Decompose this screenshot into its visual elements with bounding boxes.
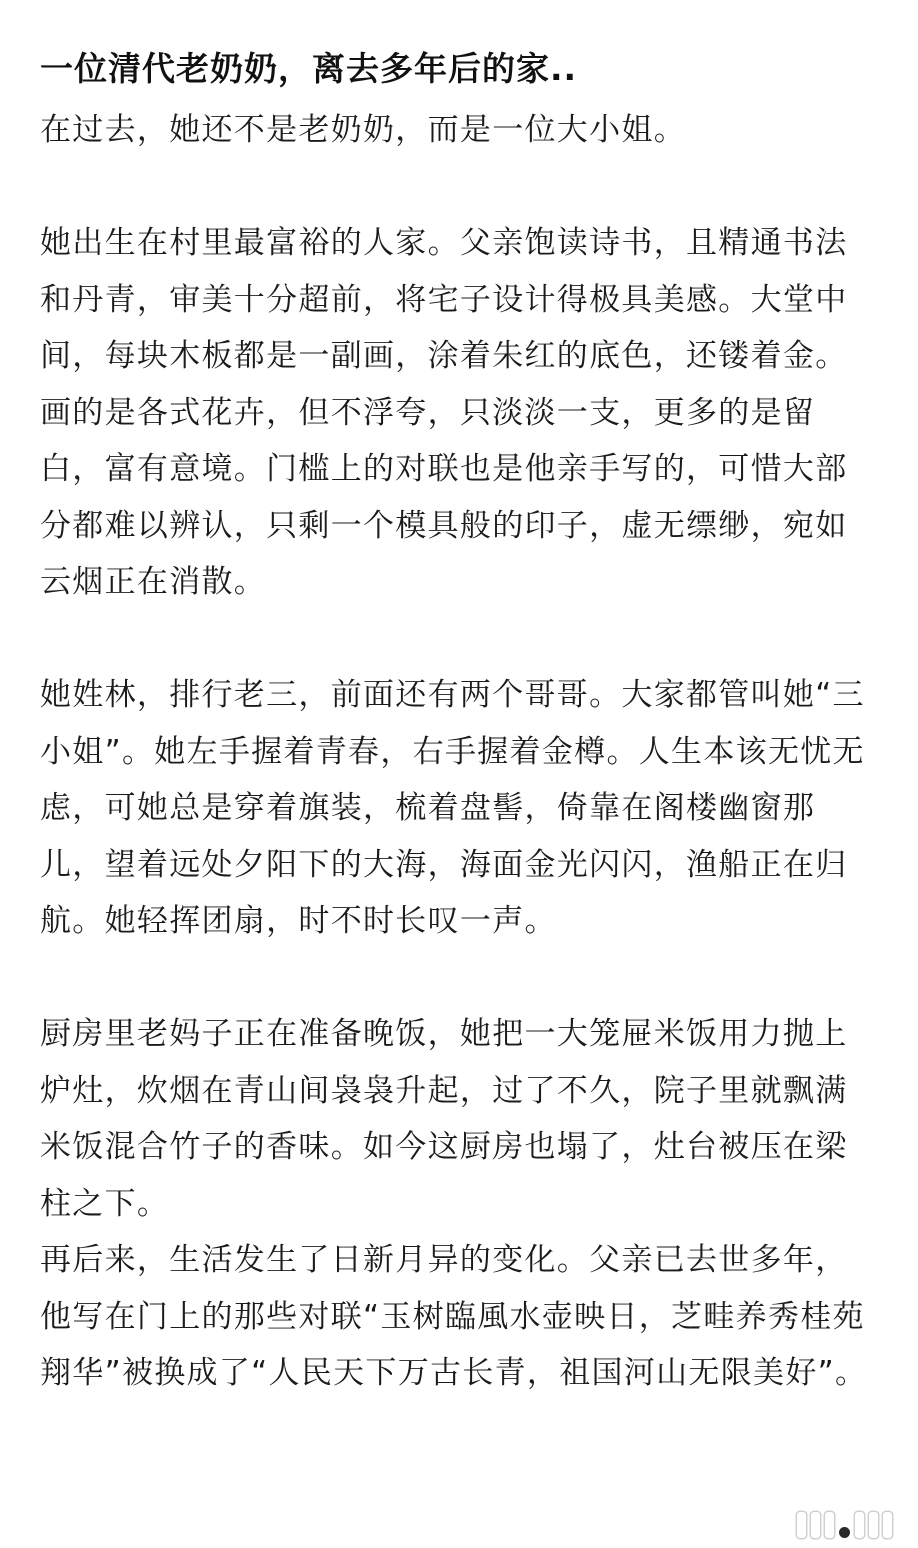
indicator-bar-icon: [883, 1512, 892, 1538]
paragraph-5: 再后来，生活发生了日新月异的变化。父亲已去世多年，他写在门上的那些对联“玉树臨風水壶映日，芝畦养秀桂苑翔华”被换成了“人民天下万古长青，祖国河山无限美好”。: [40, 1242, 868, 1391]
paragraph-3: 她姓林，排行老三，前面还有两个哥哥。大家都管叫她“三小姐”。她左手握着青春，右手握着金樽。人生本该无忧无虑，可她总是穿着旗装，梳着盘髻，倚靠在阁楼幽窗那儿，望着远处夕阳下的大海，海面金光闪闪，渔船正在归航。她轻挥团扇，时不时长叹一声。: [40, 677, 865, 939]
image-count-indicator-icon: [797, 1512, 892, 1538]
indicator-dot-icon: [839, 1527, 850, 1538]
indicator-bar-icon: [869, 1512, 878, 1538]
paragraph-1: 在过去，她还不是老奶奶，而是一位大小姐。: [40, 112, 686, 148]
paragraph-4: 厨房里老妈子正在准备晚饭，她把一大笼屉米饭用力抛上炉灶，炊烟在青山间袅袅升起，过了不久，院子里就飘满米饭混合竹子的香味。如今这厨房也塌了，灶台被压在梁柱之下。: [40, 1016, 848, 1222]
article-title: 一位清代老奶奶，离去多年后的家..: [40, 49, 578, 88]
indicator-bar-icon: [855, 1512, 864, 1538]
paragraph-2: 她出生在村里最富裕的人家。父亲饱读诗书，且精通书法和丹青，审美十分超前，将宅子设计得极具美感。大堂中间，每块木板都是一副画，涂着朱红的底色，还镂着金。画的是各式花卉，但不浮夸，只淡淡一支，更多的是留白，富有意境。门槛上的对联也是他亲手写的，可惜大部分都难以辨认，只剩一个模具般的印子，虚无缥缈，宛如云烟正在消散。: [40, 225, 848, 600]
indicator-bar-icon: [797, 1512, 806, 1538]
indicator-bar-icon: [811, 1512, 820, 1538]
indicator-bar-icon: [825, 1512, 834, 1538]
